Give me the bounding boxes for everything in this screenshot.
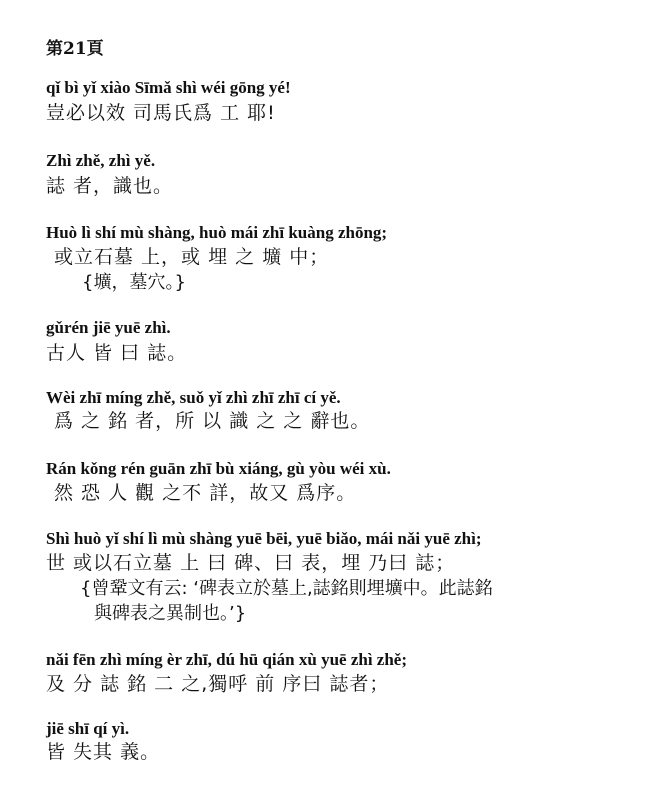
- verse-1-hanzi: 豈必以效 司馬氏爲 工 耶!: [46, 102, 276, 124]
- verse-3-hanzi: 或立石墓 上，或 埋 之 壙 中；: [54, 246, 330, 268]
- verse-4-hanzi: 古人 皆 曰 誌。: [46, 342, 188, 364]
- verse-5-pinyin: Wèi zhī míng zhě, suǒ yǐ zhì zhī zhī cí yě.: [46, 388, 341, 407]
- verse-3-pinyin: Huò lì shí mù shàng, huò mái zhī kuàng zhōng;: [46, 223, 388, 242]
- verse-7-pinyin: Shì huò yǐ shí lì mù shàng yuē bēi, yuē biǎo, mái nǎi yuē zhì;: [46, 529, 482, 548]
- verse-6-pinyin: Rán kǒng rén guān zhī bù xiáng, gù yòu wéi xù.: [46, 459, 391, 478]
- verse-9-hanzi: 皆 失其 義。: [46, 741, 161, 763]
- verse-7-note-line-2: 與碑表之異制也。’}: [94, 603, 247, 624]
- verse-8-hanzi: 及 分 誌 銘 二 之,獨呼 前 序曰 誌者；: [46, 673, 390, 695]
- verse-5-hanzi: 爲 之 銘 者，所 以 識 之 之 辭也。: [54, 410, 371, 432]
- verse-2-pinyin: Zhì zhě, zhì yě.: [46, 151, 156, 170]
- verse-3-note: {壙，墓穴。}: [82, 272, 186, 293]
- verse-2-hanzi: 誌 者，識也。: [46, 175, 174, 197]
- verse-6-hanzi: 然 恐 人 觀 之不 詳，故又 爲序。: [54, 482, 357, 504]
- verse-7-hanzi: 世 或以石立墓 上 曰 碑、曰 表，埋 乃曰 誌；: [46, 552, 456, 574]
- verse-4-pinyin: gǔrén jiē yuē zhì.: [46, 318, 171, 337]
- verse-8-pinyin: nǎi fēn zhì míng èr zhī, dú hū qián xù yuē zhì zhě;: [46, 650, 407, 669]
- page-number: 第21頁: [46, 39, 104, 59]
- verse-1-pinyin: qǐ bì yǐ xiào Sīmǎ shì wéi gōng yé!: [46, 78, 291, 97]
- verse-7-note-line-1: {曾鞏文有云: ‘碑表立於墓上,誌銘則埋壙中。此誌銘: [80, 578, 493, 599]
- verse-9-pinyin: jiē shī qí yì.: [46, 719, 130, 738]
